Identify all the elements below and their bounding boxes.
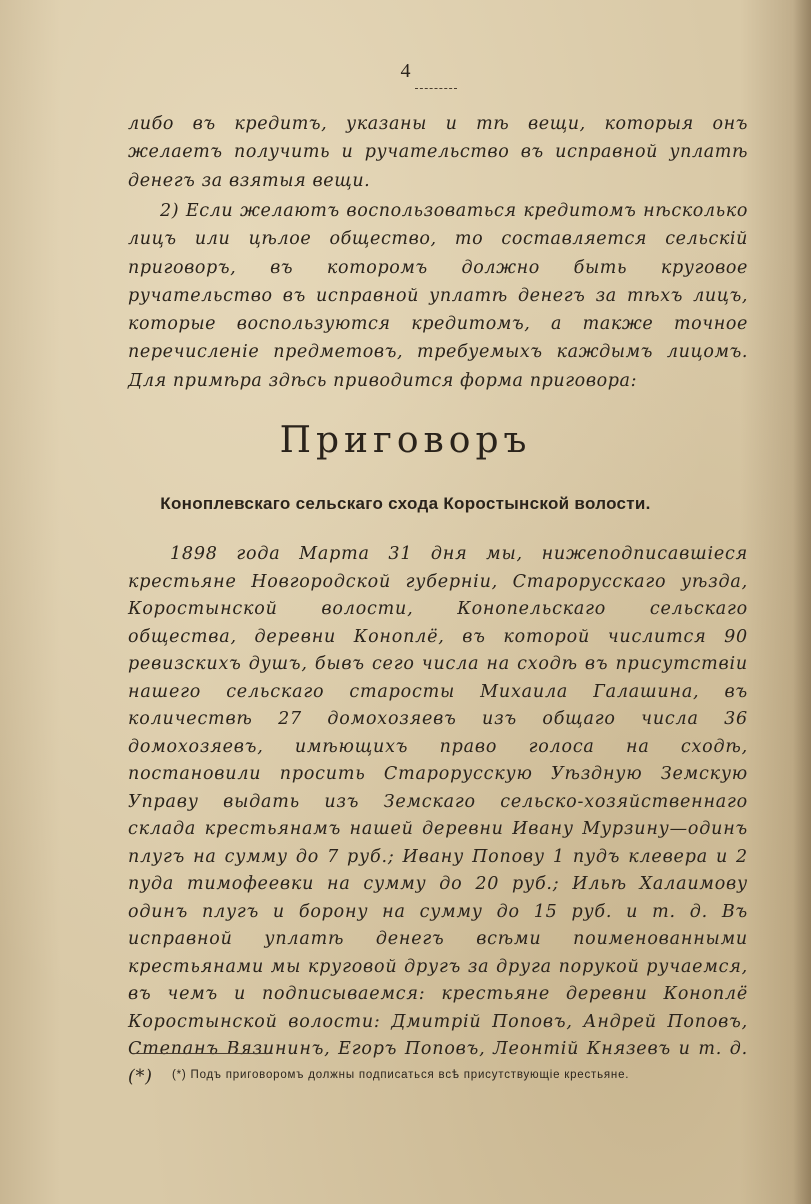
page-number: 4 [400, 60, 411, 82]
paragraph-group-credit: 2) Если желаютъ воспользоваться кредитомъ нѣсколько лицъ или цѣлое общество, то составляется сельскій приговоръ, въ которомъ должно быть круговое ручательство въ исправной уплатѣ денегъ за тѣхъ лицъ, которые воспользуются кредитомъ, а также точное перечисленіе предметовъ, требуемыхъ каждымъ лицомъ. Для примѣра здѣсь приводится форма приговора: [128, 201, 748, 391]
page-number-ornament [415, 88, 457, 89]
page-edge-shadow [793, 0, 811, 1204]
decree-body: 1898 года Марта 31 дня мы, нижеподписавшіеся крестьяне Новгородской губерніи, Старорусскаго уѣзда, Коростынской волости, Конопельскаго сельскаго общества, деревни Коноплё, въ которой числится 90 ревизскихъ душъ, бывъ сего числа на сходѣ въ присутствіи нашего сельскаго старосты Михаила Галашина, въ количествѣ 27 домохозяевъ изъ общаго числа 36 домохозяевъ, имѣющихъ право голоса на сходѣ, постановили просить Старорусскую Уѣздную Земскую Управу выдать изъ Земскаго сельско-хозяйственнаго склада крестьянамъ нашей деревни Ивану Мурзину—одинъ плугъ на сумму до 7 руб.; Ивану Попову 1 пудъ клевера и 2 пуда тимофеевки на сумму до 20 руб.; Ильѣ Халаимову одинъ плугъ и борону на сумму до 15 руб. и т. д. Въ исправной уплатѣ денегъ всѣми поименованными крестьянами мы круговой другъ за друга порукой ручаемся, въ чемъ и подписываемся: крестьяне деревни Коноплё Коростынской волости: Дмитрій Поповъ, Андрей Поповъ, Степанъ Вязининъ, Егоръ Поповъ, Леонтій Князевъ и т. д. (*) [128, 544, 748, 1087]
decree-title: Приговоръ [279, 420, 532, 461]
paragraph-credit-items: либо въ кредитъ, указаны и тѣ вещи, которыя онъ желаетъ получить и ручательство въ исправной уплатѣ денегъ за взятыя вещи. [128, 114, 748, 191]
footnote-divider [133, 1053, 271, 1054]
footnote: (*) Подъ приговоромъ должны подписаться всѣ присутствующіе крестьяне. [172, 1069, 630, 1081]
decree-subtitle: Коноплевскаго сельскаго схода Коростынской волости. [160, 494, 651, 513]
